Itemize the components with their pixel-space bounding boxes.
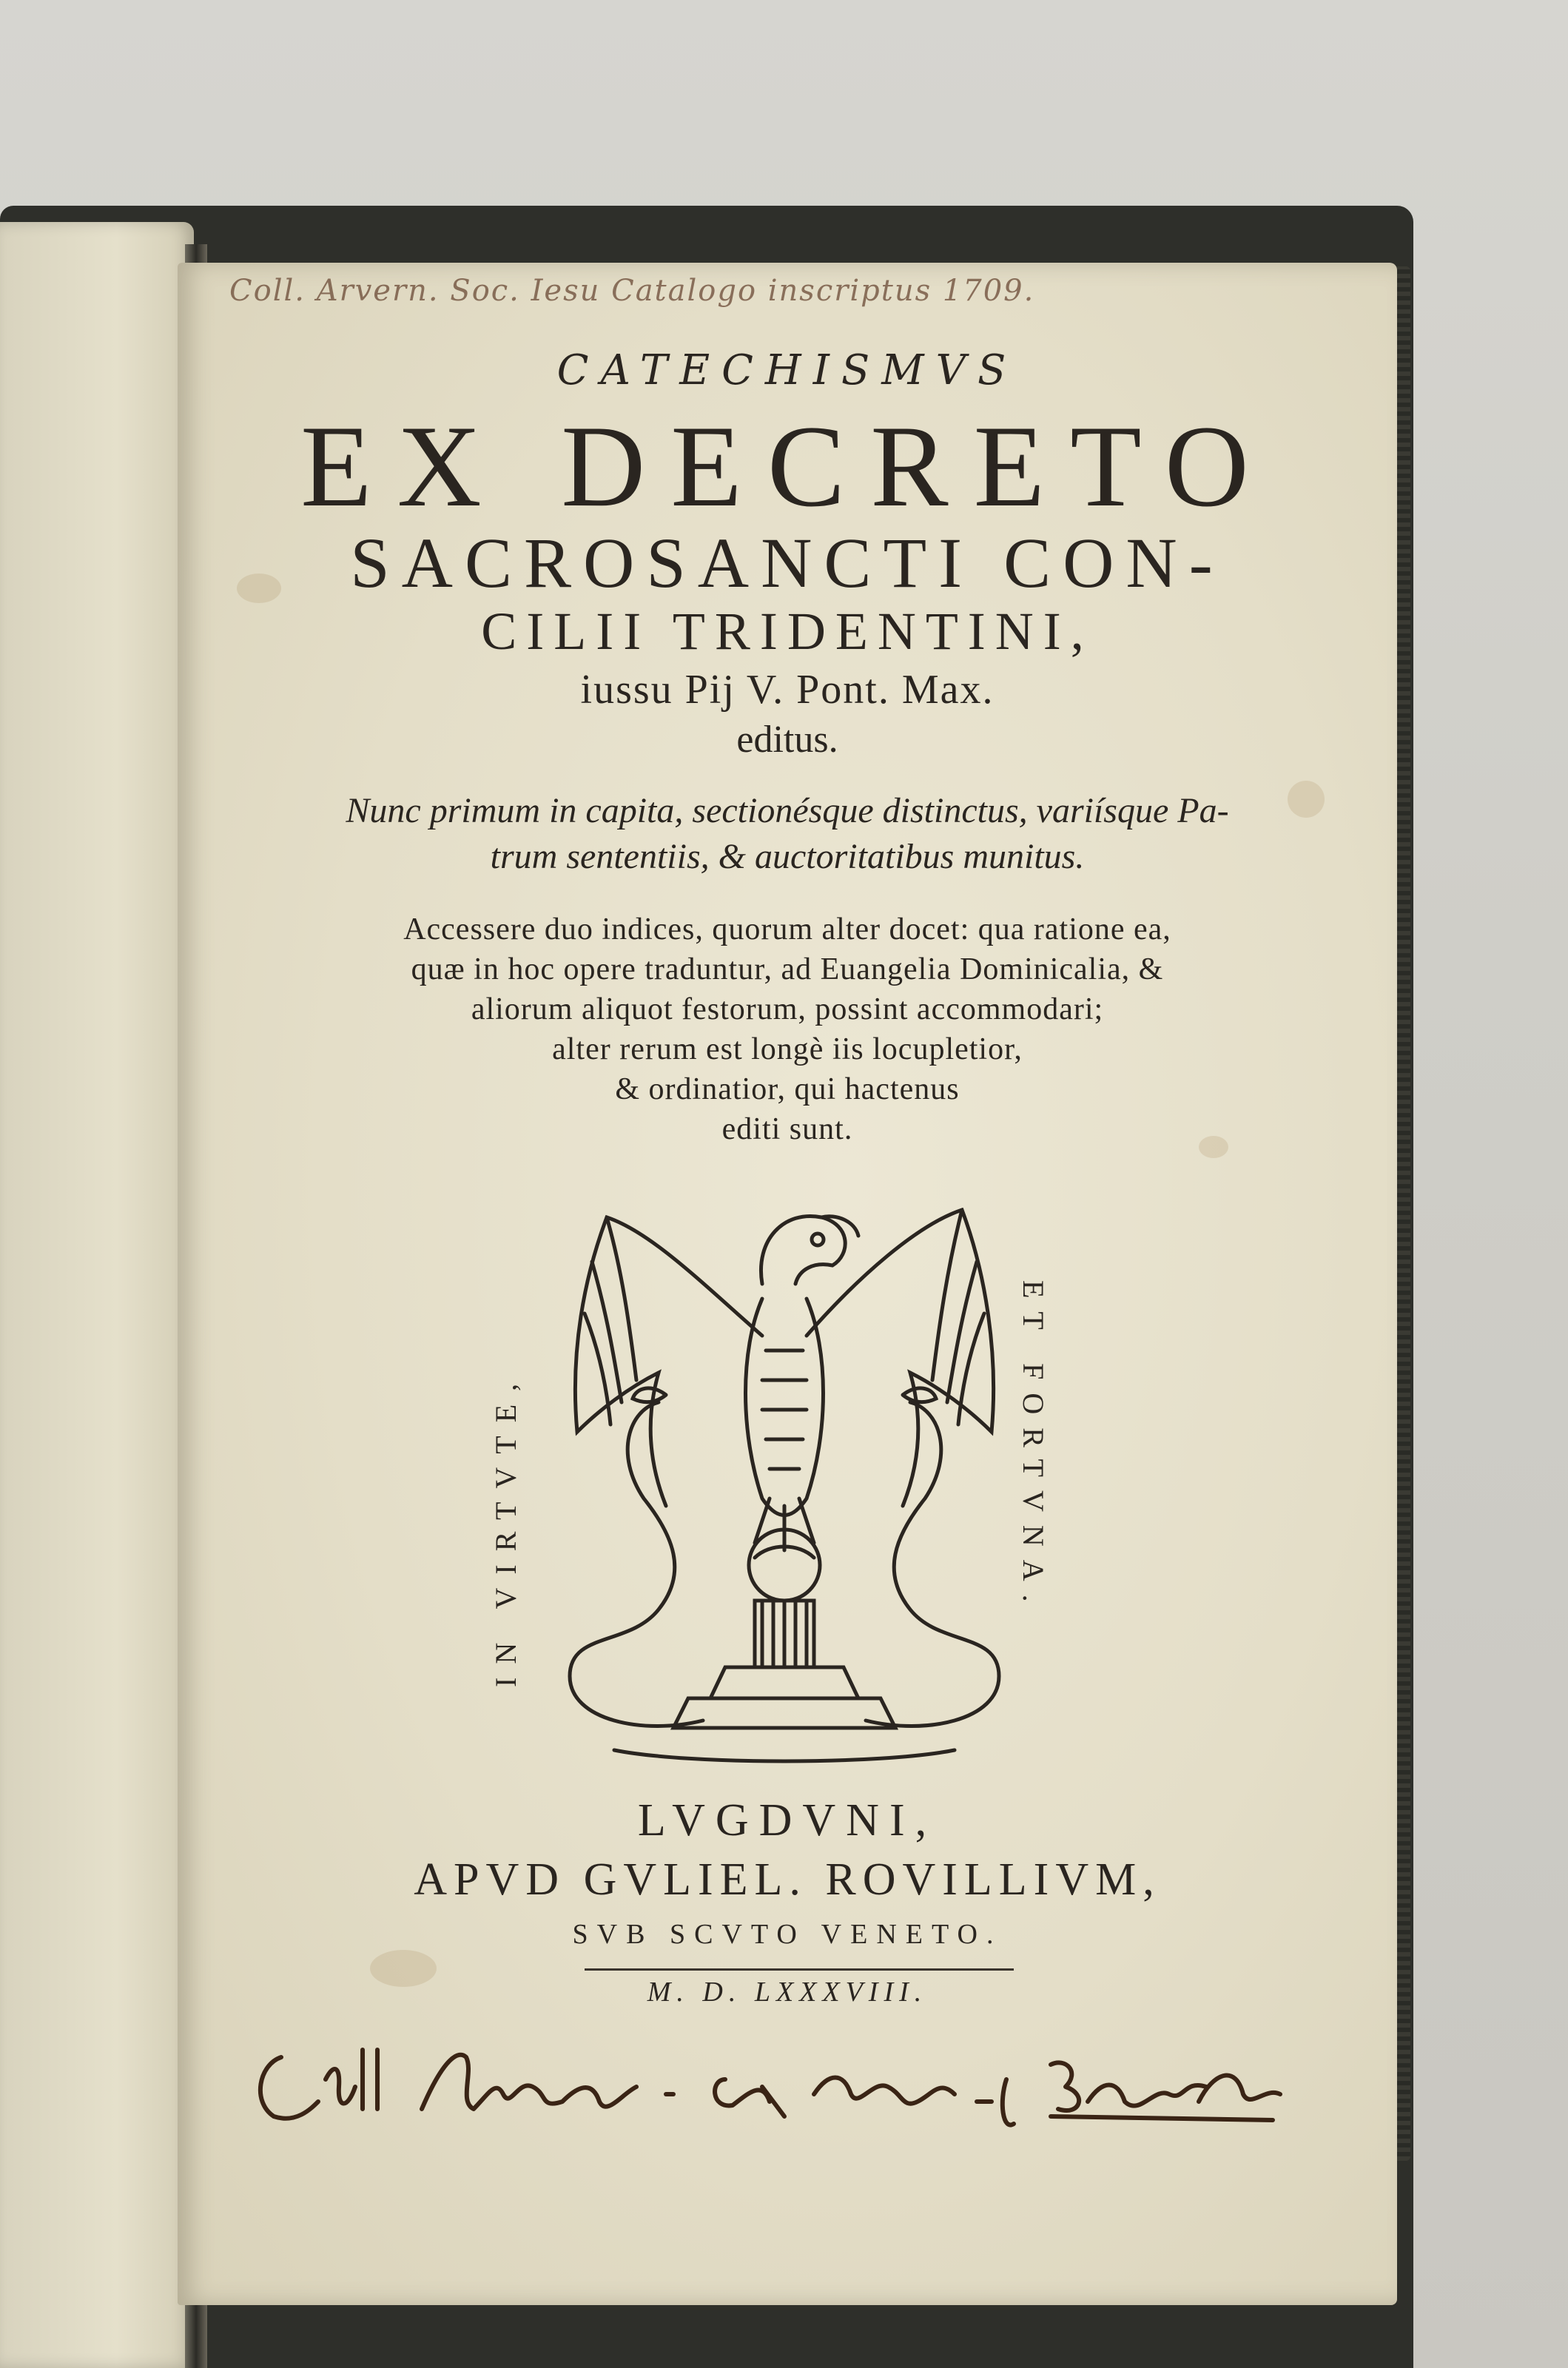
title-iussu: iussu Pij V. Pont. Max. bbox=[580, 667, 995, 713]
accessere-line: & ordinatior, qui hactenus bbox=[615, 1072, 960, 1106]
subtitle-line-1: Nunc primum in capita, sectionésque distinctus, variísque Pa- bbox=[346, 791, 1229, 830]
imprint-printer: APVD GVLIEL. ROVILLIVM, bbox=[414, 1854, 1161, 1905]
motto-right: ET FORTVNA. bbox=[1017, 1280, 1050, 1615]
title-editus: editus. bbox=[736, 719, 838, 761]
accessere-line: quæ in hoc opere traduntur, ad Euangelia Dominicalia, & bbox=[411, 952, 1164, 986]
imprint-sign: SVB SCVTO VENETO. bbox=[572, 1919, 1003, 1950]
title-sacrosancti: SACROSANCTI CON- bbox=[350, 523, 1225, 602]
imprint-city: LVGDVNI, bbox=[637, 1795, 938, 1846]
accessere-line: Accessere duo indices, quorum alter docet: qua ratione ea, bbox=[403, 912, 1171, 946]
handwritten-inscription-top: Coll. Arvern. Soc. Iesu Catalogo inscriptus 1709. bbox=[229, 274, 1035, 308]
accessere-line: aliorum aliquot festorum, possint accommodari; bbox=[471, 992, 1104, 1026]
printers-device-eagle-emblem bbox=[540, 1188, 1029, 1780]
imprint-rule bbox=[585, 1968, 1014, 1971]
accessere-line: editi sunt. bbox=[721, 1112, 853, 1146]
title-catechismus: CATECHISMVS bbox=[556, 346, 1018, 394]
accessere-line: alter rerum est longè iis locupletior, bbox=[552, 1032, 1023, 1066]
imprint-date: M. D. LXXXVIII. bbox=[647, 1977, 928, 2008]
subtitle-line-2: trum sententiis, & auctoritatibus munitus. bbox=[490, 837, 1085, 876]
motto-left: IN VIRTVTE, bbox=[489, 1370, 522, 1687]
left-page bbox=[0, 222, 194, 2368]
handwritten-ownership-inscription bbox=[252, 2035, 1288, 2139]
title-cilii-tridentini: CILII TRIDENTINI, bbox=[481, 602, 1094, 661]
title-ex-decreto: EX DECRETO bbox=[300, 402, 1274, 531]
